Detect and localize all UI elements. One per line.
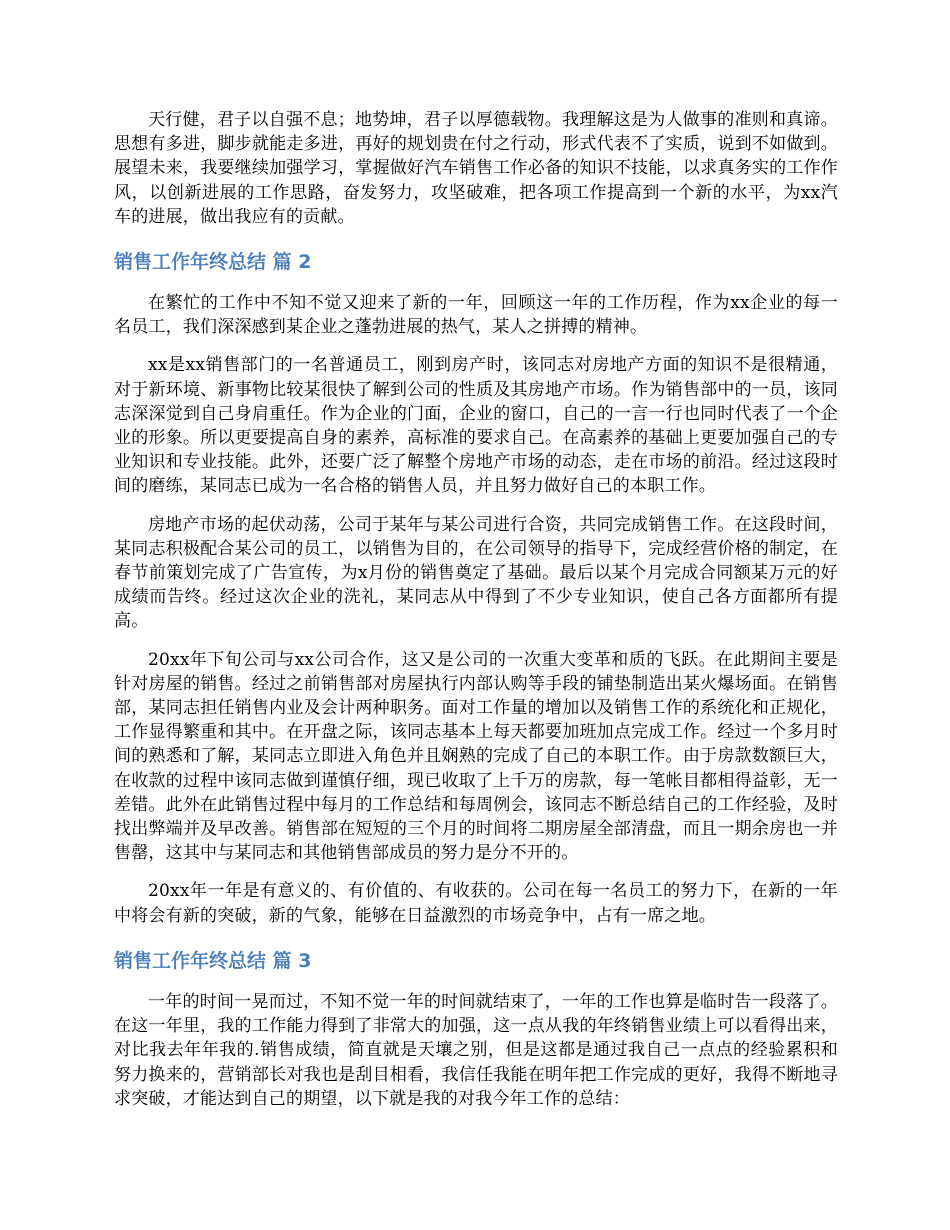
intro-paragraph: 天行健，君子以自强不息；地势坤，君子以厚德载物。我理解这是为人做事的准则和真谛。思想有多进，脚步就能走多进，再好的规划贵在付之行动，形式代表不了实质，说到不如做到。展望未来，我要继续加强学习，掌握做好汽车销售工作必备的知识不技能，以求真务实的工作作风，以创新进展的工作思路，奋发努力，攻坚破难，把各项工作提高到一个新的水平，为xx汽车的进展，做出我应有的贡献。: [114, 110, 838, 227]
section-2-paragraph-1: 在繁忙的工作中不知不觉又迎来了新的一年，回顾这一年的工作历程，作为xx企业的每一名员工，我们深深感到某企业之蓬勃进展的热气，某人之拼搏的精神。: [114, 293, 838, 338]
section-2-paragraph-2: xx是xx销售部门的一名普通员工，刚到房产时，该同志对房地产方面的知识不是很精通，对于新环境、新事物比较某很快了解到公司的性质及其房地产市场。作为销售部中的一员，该同志深深觉到自己身肩重任。作为企业的门面，企业的窗口，自己的一言一行也同时代表了一个企业的形象。所以更要提高自身的素养，高标准的要求自己。在高素养的基础上更要加强自己的专业知识和专业技能。此外，还要广泛了解整个房地产市场的动态，走在市场的前沿。经过这段时间的磨练，某同志已成为一名合格的销售人员，并且努力做好自己的本职工作。: [114, 355, 838, 497]
section-2: [114, 249, 838, 928]
section-2-paragraph-5: 20xx年一年是有意义的、有价值的、有收获的。公司在每一名员工的努力下，在新的一年中将会有新的突破，新的气象，能够在日益激烈的市场竞争中，占有一席之地。: [114, 881, 838, 926]
section-2-paragraph-4: 20xx年下旬公司与xx公司合作，这又是公司的一次重大变革和质的飞跃。在此期间主要是针对房屋的销售。经过之前销售部对房屋执行内部认购等手段的铺垫制造出某火爆场面。在销售部，某同志担任销售内业及会计两种职务。面对工作量的增加以及销售工作的系统化和正规化，工作显得繁重和其中。在开盘之际，该同志基本上每天都要加班加点完成工作。经过一个多月时间的熟悉和了解，某同志立即进入角色并且娴熟的完成了自己的本职工作。由于房款数额巨大，在收款的过程中该同志做到谨慎仔细，现已收取了上千万的房款，每一笔帐目都相得益彰，无一差错。此外在此销售过程中每月的工作总结和每周例会，该同志不断总结自己的工作经验，及时找出弊端并及早改善。销售部在短短的三个月的时间将二期房屋全部清盘，而且一期余房也一并售罄，这其中与某同志和其他销售部成员的努力是分不开的。: [114, 649, 838, 864]
document-page: [114, 108, 838, 1125]
section-3-heading: 销售工作年终总结 篇 3: [114, 949, 312, 972]
section-3-paragraph-1: 一年的时间一晃而过，不知不觉一年的时间就结束了，一年的工作也算是临时告一段落了。在这一年里，我的工作能力得到了非常大的加强，这一点从我的年终销售业绩上可以看得出来，对比我去年年我的.销售成绩，简直就是天壤之别，但是这都是通过我自己一点点的经验累积和努力换来的，营销部长对我也是刮目相看，我信任我能在明年把工作完成的更好，我得不断地寻求突破，才能达到自己的期望，以下就是我的对我今年工作的总结：: [114, 991, 838, 1109]
section-2-heading: 销售工作年终总结 篇 2: [114, 251, 312, 274]
section-3: [114, 948, 838, 1111]
section-2-paragraph-3: 房地产市场的起伏动荡，公司于某年与某公司进行合资，共同完成销售工作。在这段时间，某同志积极配合某公司的员工，以销售为目的，在公司领导的指导下，完成经营价格的制定，在春节前策划完成了广告宣传，为x月份的销售奠定了基础。最后以某个月完成合同额某万元的好成绩而告终。经过这次企业的洗礼，某同志从中得到了不少专业知识，使自己各方面都所有提高。: [114, 514, 838, 632]
